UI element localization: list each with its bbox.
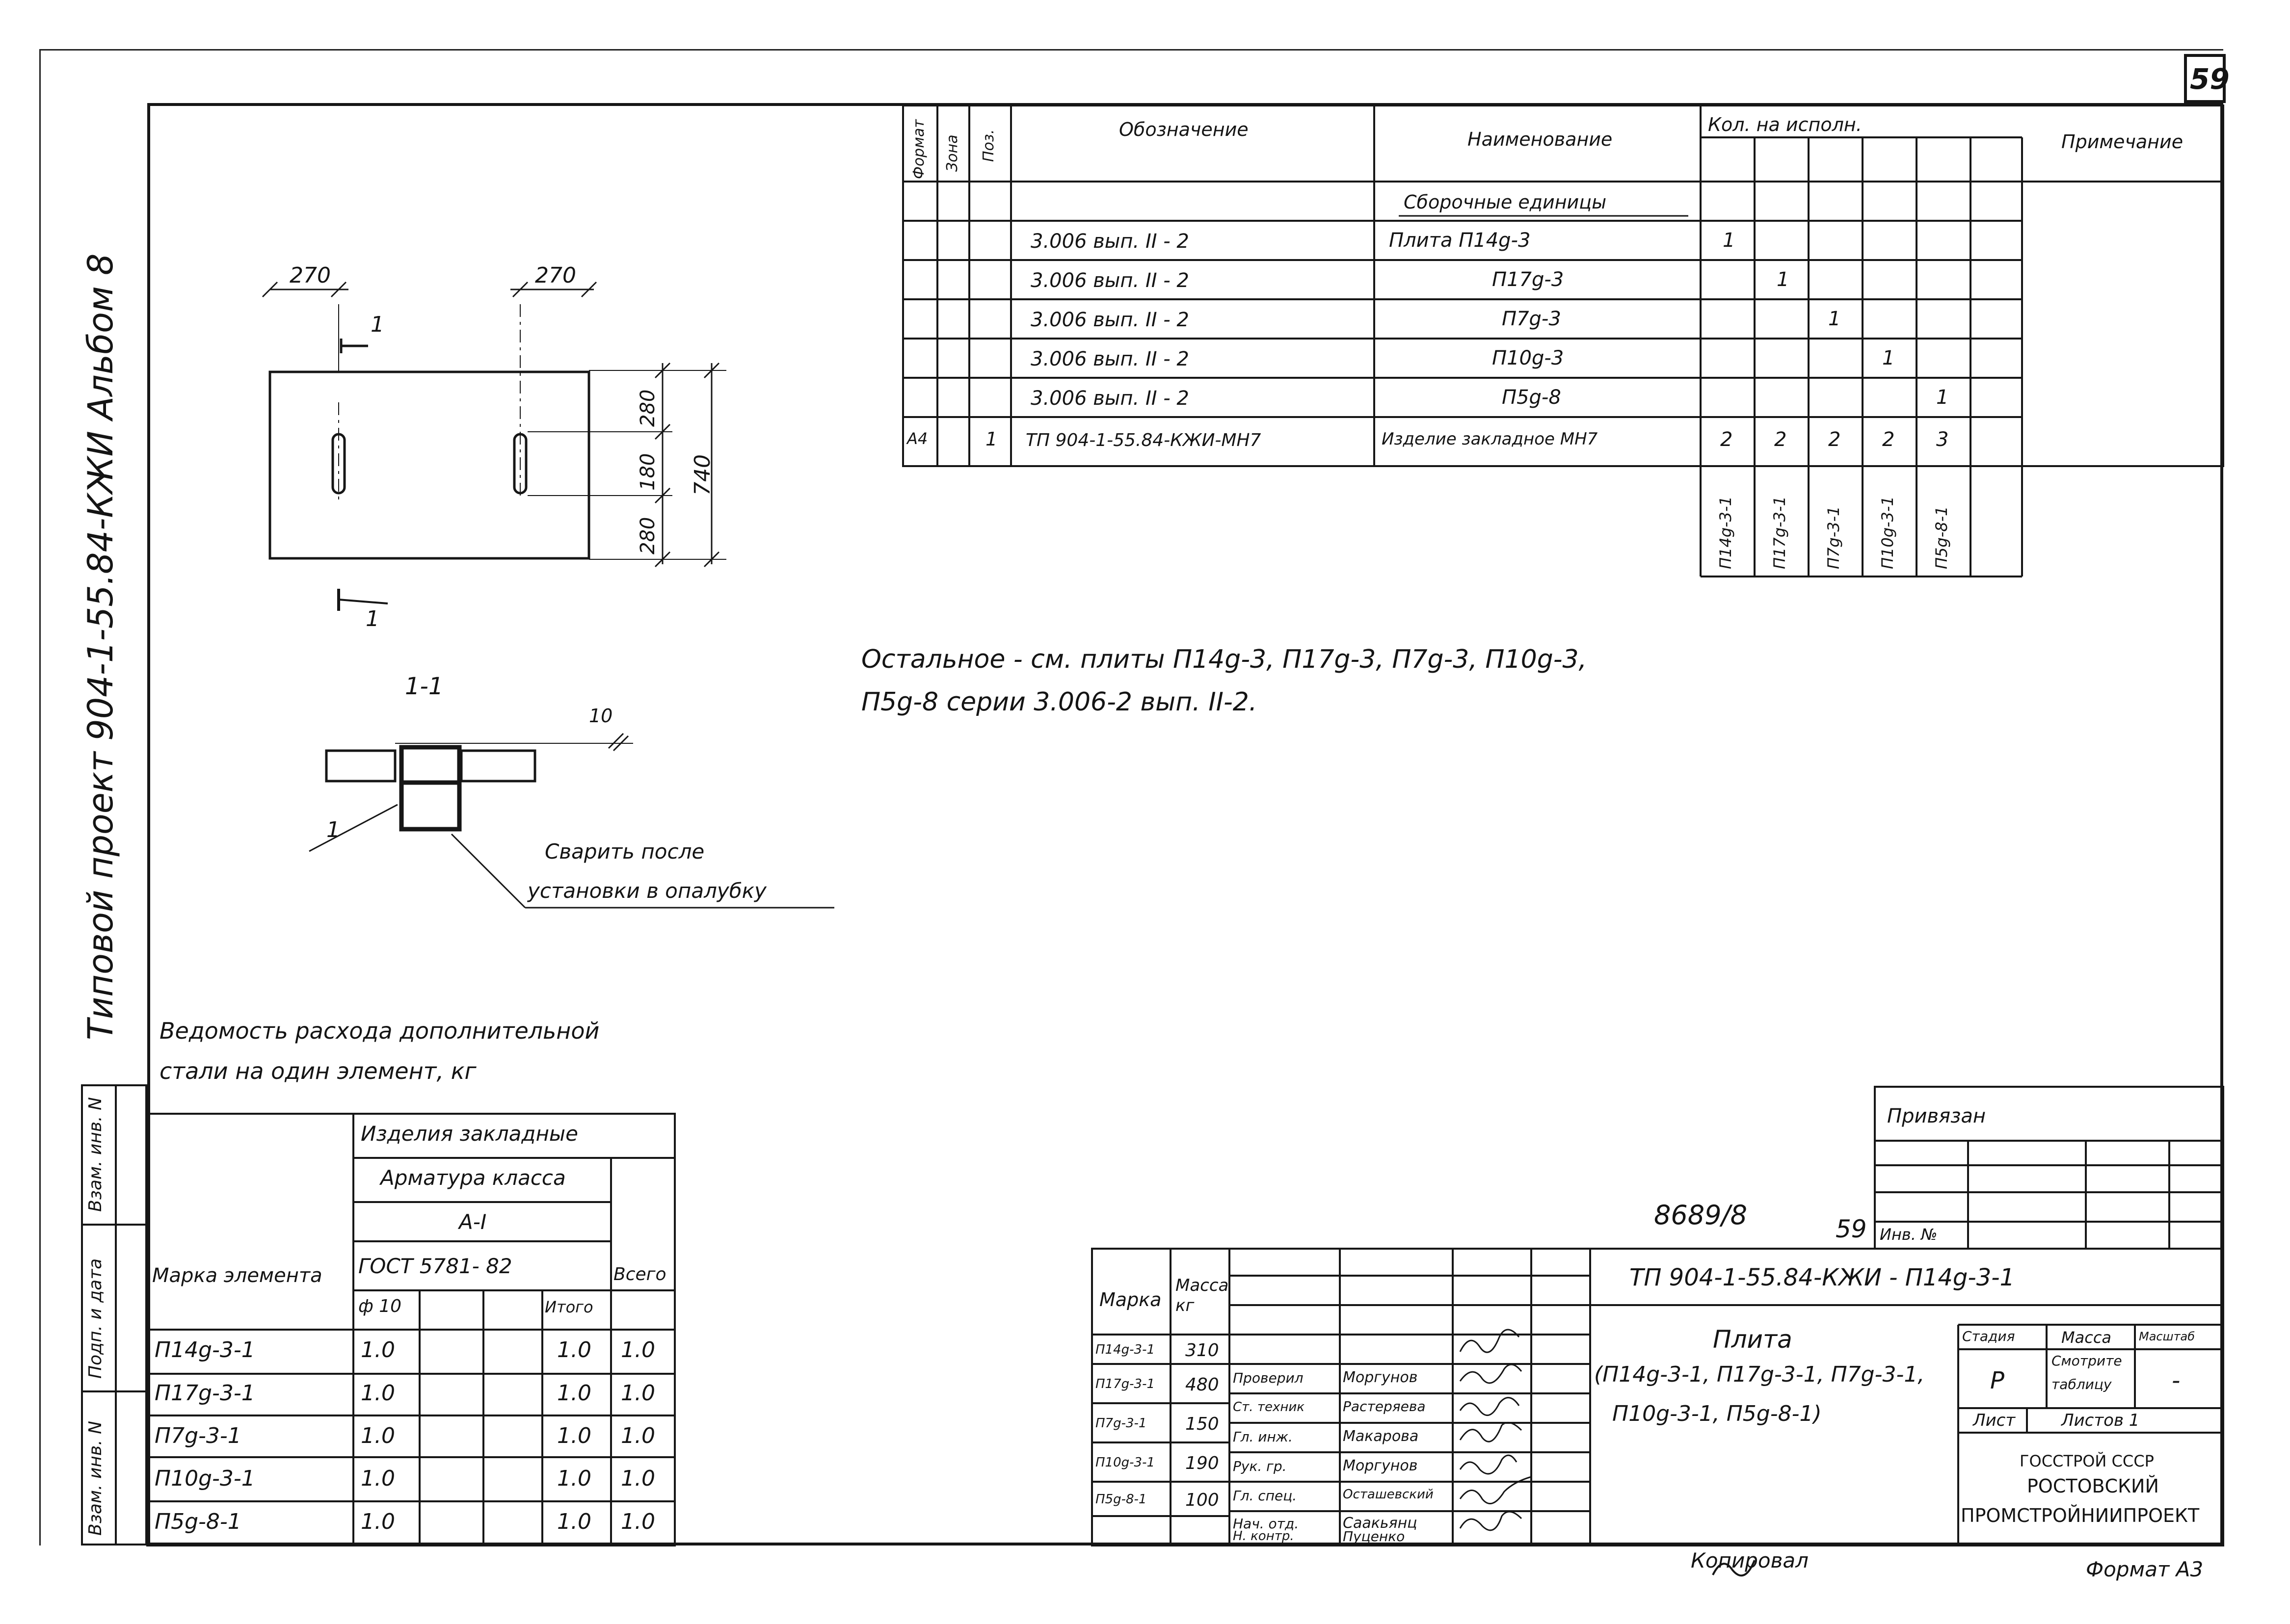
plan-section-mark-bottom: 1 (366, 606, 379, 631)
steel-h-class-val: A-I (459, 1210, 487, 1234)
spec-qty: 2 (1828, 428, 1841, 451)
tb-org2: РОСТОВСКИЙ (2027, 1475, 2159, 1497)
plan-dim-left: 270 (290, 263, 331, 288)
section-note-2: установки в опалубку (528, 879, 767, 903)
section-dim: 10 (589, 705, 613, 727)
steel-itogo: 1.0 (557, 1509, 591, 1534)
footer-format: Формат А3 (2086, 1557, 2204, 1581)
steel-h-gost: ГОСТ 5781- 82 (358, 1254, 512, 1278)
signature-role: Н. контр. (1233, 1529, 1294, 1544)
album-title: Типовой проект 904-1-55.84-КЖИ Альбом 8 (80, 253, 121, 1040)
spec-pos: 1 (985, 428, 998, 450)
steel-total: 1.0 (621, 1423, 655, 1448)
steel-itogo: 1.0 (557, 1423, 591, 1448)
steel-total: 1.0 (621, 1509, 655, 1534)
steel-d10: 1.0 (361, 1381, 395, 1406)
steel-d10: 1.0 (361, 1466, 395, 1491)
spec-h-note: Примечание (2061, 131, 2183, 153)
mass-h-mass: Масса кг (1175, 1276, 1229, 1315)
spec-qty: 1 (1936, 386, 1949, 409)
steel-title-line1: Ведомость расхода дополнительной (160, 1018, 600, 1044)
steel-mark: П7g-3-1 (155, 1423, 241, 1448)
tb-org1: ГОССТРОЙ СССР (2020, 1452, 2154, 1470)
tb-name-line2: (П14g-3-1, П17g-3-1, П7g-3-1, (1594, 1362, 1925, 1387)
spec-name: П7g-3 (1502, 308, 1561, 330)
spec-designation: 3.006 вып. II - 2 (1031, 230, 1189, 253)
signature-name: Моргунов (1343, 1369, 1418, 1386)
tb-h-stage: Стадия (1962, 1328, 2015, 1344)
steel-mark: П5g-8-1 (155, 1509, 241, 1534)
plan-dim-280-top: 280 (637, 389, 659, 427)
spec-designation: 3.006 вып. II - 2 (1031, 269, 1189, 292)
steel-total: 1.0 (621, 1337, 655, 1362)
mass-value: 150 (1185, 1414, 1219, 1434)
spec-exec-label: П7g-3-1 (1824, 506, 1843, 569)
spec-name: Плита П14g-3 (1389, 229, 1531, 252)
tb-sheet-ref: 59 (1836, 1215, 1867, 1243)
spec-designation: 3.006 вып. II - 2 (1031, 309, 1189, 331)
steel-mark: П17g-3-1 (155, 1381, 255, 1406)
stamp-replace-inv-2: Взам. инв. N (85, 1421, 106, 1536)
spec-qty: 3 (1936, 428, 1949, 451)
spec-qty: 1 (1777, 268, 1789, 291)
signature-name: Моргунов (1343, 1457, 1418, 1474)
steel-d10: 1.0 (361, 1509, 395, 1534)
spec-h-format: Формат (910, 119, 928, 179)
steel-itogo: 1.0 (557, 1466, 591, 1491)
signature-role: Гл. инж. (1233, 1429, 1293, 1445)
mass-value: 310 (1185, 1340, 1219, 1361)
spec-name: П17g-3 (1492, 268, 1564, 291)
spec-name: П5g-8 (1502, 386, 1561, 409)
plan-view (263, 282, 726, 611)
spec-designation: ТП 904-1-55.84-КЖИ-МН7 (1026, 430, 1261, 450)
mass-mark: П5g-8-1 (1095, 1492, 1147, 1507)
tb-code: ТП 904-1-55.84-КЖИ - П14g-3-1 (1629, 1264, 2015, 1291)
plan-section-mark-top: 1 (371, 312, 384, 337)
steel-itogo: 1.0 (557, 1337, 591, 1362)
tb-sheet: Лист (1973, 1411, 2016, 1430)
steel-h-diam: ф 10 (358, 1296, 402, 1316)
spec-table-grid (903, 105, 2223, 576)
signature-name: Осташевский (1343, 1487, 1434, 1502)
mass-value: 480 (1185, 1375, 1219, 1395)
spec-qty: 1 (1882, 347, 1895, 369)
spec-format: А4 (907, 429, 928, 448)
stamp-sign-date: Подп. и дата (85, 1258, 106, 1379)
spec-h-quantity: Кол. на исполн. (1708, 114, 1862, 135)
tb-scale: - (2172, 1367, 2181, 1394)
signature-name: Саакьянц (1343, 1515, 1417, 1532)
tb-org3: ПРОМСТРОЙНИИПРОЕКТ (1961, 1505, 2200, 1526)
steel-total: 1.0 (621, 1381, 655, 1406)
tb-archive: 8689/8 (1654, 1200, 1747, 1231)
mass-mark: П10g-3-1 (1095, 1455, 1155, 1470)
tb-mass-1: Смотрите (2051, 1353, 2122, 1369)
mass-mark: П17g-3-1 (1095, 1377, 1155, 1391)
spec-qty: 1 (1723, 229, 1735, 252)
signature-role: Гл. спец. (1233, 1488, 1297, 1504)
steel-total: 1.0 (621, 1466, 655, 1491)
spec-qty: 1 (1828, 308, 1841, 330)
steel-itogo: 1.0 (557, 1381, 591, 1406)
plan-dim-180: 180 (637, 453, 659, 491)
steel-mark: П14g-3-1 (155, 1337, 255, 1362)
steel-h-total: Всего (613, 1264, 666, 1284)
spec-exec-label: П5g-8-1 (1932, 506, 1951, 569)
tb-bound: Привязан (1887, 1105, 1986, 1127)
spec-exec-label: П10g-3-1 (1878, 496, 1897, 569)
spec-designation: 3.006 вып. II - 2 (1031, 387, 1189, 410)
steel-h-itogo: Итого (545, 1298, 593, 1316)
spec-h-name: Наименование (1467, 129, 1613, 150)
signature-name: Пуценко (1343, 1528, 1405, 1545)
signature-role: Рук. гр. (1233, 1458, 1287, 1474)
spec-section-title: Сборочные единицы (1404, 191, 1607, 213)
tb-mass-2: таблицу (2051, 1376, 2112, 1392)
section-title: 1-1 (405, 673, 444, 700)
steel-h-class: Арматура класса (380, 1166, 566, 1190)
section-pos: 1 (326, 817, 340, 842)
spec-designation: 3.006 вып. II - 2 (1031, 348, 1189, 370)
steel-mark: П10g-3-1 (155, 1466, 255, 1491)
tb-stage: Р (1990, 1367, 2004, 1394)
spec-qty: 2 (1774, 428, 1787, 451)
spec-name: Изделие закладное МН7 (1382, 429, 1598, 449)
spec-name: П10g-3 (1492, 347, 1564, 369)
mass-value: 100 (1185, 1490, 1219, 1510)
spec-h-pos: Поз. (980, 129, 997, 162)
plan-dim-740: 740 (690, 454, 715, 496)
general-note-line2: П5g-8 серии 3.006-2 вып. II-2. (861, 687, 1257, 717)
tb-h-mass: Масса (2061, 1328, 2112, 1347)
general-note-line1: Остальное - см. плиты П14g-3, П17g-3, П7g-3, П10g-3, (861, 645, 1587, 674)
spec-exec-label: П14g-3-1 (1716, 496, 1735, 569)
spec-qty: 2 (1720, 428, 1733, 451)
spec-qty: 2 (1882, 428, 1895, 451)
mass-value: 190 (1185, 1453, 1219, 1473)
spec-h-zone: Зона (944, 134, 961, 172)
section-note-1: Сварить после (545, 839, 705, 864)
signature-name: Растеряева (1343, 1398, 1426, 1414)
tb-name-line3: П10g-3-1, П5g-8-1) (1612, 1401, 1822, 1426)
page-number: 59 (2190, 62, 2230, 96)
stamp-replace-inv-1: Взам. инв. N (85, 1097, 106, 1212)
signature-name: Макарова (1343, 1428, 1419, 1445)
signature-role: Проверил (1233, 1370, 1304, 1386)
tb-h-scale: Масштаб (2139, 1330, 2195, 1343)
signature-role: Ст. техник (1233, 1400, 1305, 1414)
spec-exec-label: П17g-3-1 (1770, 496, 1789, 569)
mass-mark: П7g-3-1 (1095, 1416, 1147, 1431)
steel-d10: 1.0 (361, 1423, 395, 1448)
tb-inv-no: Инв. № (1880, 1225, 1938, 1244)
plan-dim-right: 270 (535, 263, 576, 288)
footer-copied: Копировал (1691, 1548, 1809, 1572)
spec-h-designation: Обозначение (1119, 119, 1249, 140)
mass-h-mark: Марка (1099, 1289, 1162, 1310)
tb-name-line1: Плита (1713, 1325, 1792, 1354)
steel-title-line2: стали на один элемент, кг (160, 1058, 477, 1084)
steel-d10: 1.0 (361, 1337, 395, 1362)
steel-h-group: Изделия закладные (361, 1122, 578, 1146)
mass-mark: П14g-3-1 (1095, 1342, 1155, 1357)
plan-dim-280-bottom: 280 (637, 517, 659, 554)
steel-h-mark: Марка элемента (152, 1264, 322, 1287)
tb-sheets: Листов 1 (2061, 1411, 2140, 1430)
signature-scribbles (1460, 1330, 1531, 1530)
signature-role: Нач. отд. (1233, 1516, 1299, 1532)
